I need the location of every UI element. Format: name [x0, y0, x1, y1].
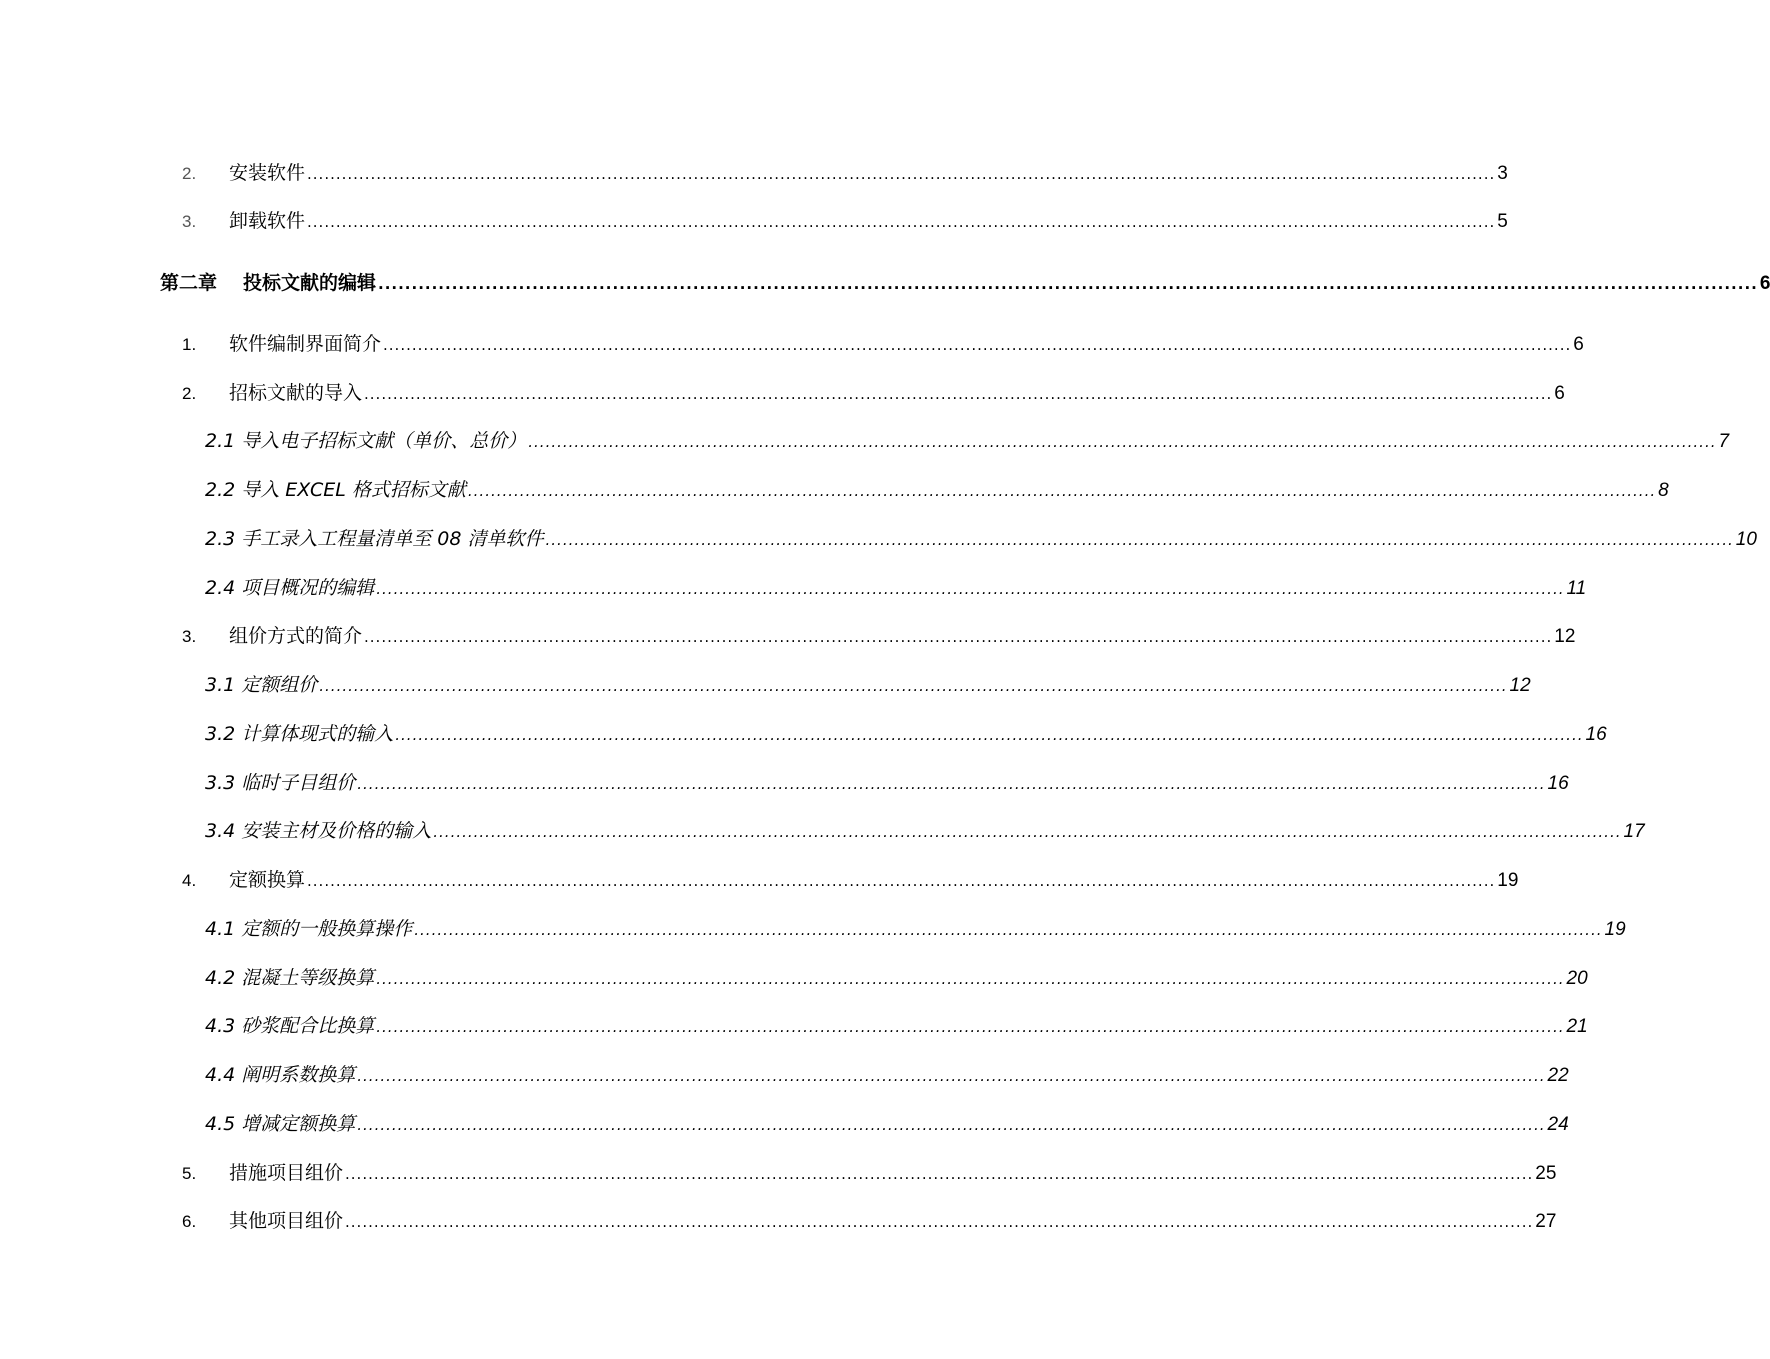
toc-entry-title: 4.3 砂浆配合比换算: [205, 1015, 375, 1037]
dot-leader: ..............................................................................................................................................................................................................: [364, 385, 1553, 403]
toc-entry-title: 卸载软件: [229, 210, 306, 232]
toc-entry-title: 其他项目组价: [229, 1210, 344, 1232]
dot-leader: ..............................................................................................................................................................................................................: [357, 775, 1546, 793]
toc-subentry[interactable]: [205, 478, 1669, 503]
toc-entry-page: 7: [1718, 431, 1730, 452]
toc-entry-page: 12: [1509, 675, 1531, 696]
toc-subentry[interactable]: [205, 966, 1588, 991]
chapter-number: 第二章: [160, 272, 218, 294]
toc-entry-number: 4.: [182, 871, 197, 890]
toc-entry-page: 8: [1658, 480, 1669, 501]
toc-chapter-2[interactable]: [160, 271, 1770, 296]
toc-entry-title: 4.4 阐明系数换算: [205, 1064, 356, 1086]
toc-entry-number: 6.: [182, 1212, 197, 1231]
dot-leader: ..............................................................................................................................................................................................................: [467, 482, 1657, 500]
dot-leader: ..............................................................................................................................................................................................................: [364, 628, 1553, 646]
toc-entry-title: 4.5 增减定额换算: [205, 1113, 356, 1135]
toc-entry[interactable]: [182, 332, 1584, 357]
toc-entry-page: 6: [1759, 273, 1770, 294]
toc-entry-title: 定额换算: [229, 869, 306, 891]
toc-entry-page: 11: [1566, 578, 1587, 599]
toc-entry-number: 3.: [182, 627, 197, 646]
toc-entry-title: 4.2 混凝土等级换算: [205, 967, 375, 989]
toc-entry-uninstall[interactable]: [182, 209, 1508, 234]
toc-subentry[interactable]: [205, 576, 1587, 601]
toc-entry-title: 4.1 定额的一般换算操作: [205, 918, 413, 940]
toc-entry-title: 组价方式的简介: [229, 625, 363, 647]
dot-leader: ..............................................................................................................................................................................................................: [307, 872, 1496, 890]
dot-leader: ..............................................................................................................................................................................................................: [378, 275, 1758, 293]
dot-leader: ..............................................................................................................................................................................................................: [319, 677, 1508, 695]
toc-entry-number: 3.: [182, 212, 197, 231]
dot-leader: ..............................................................................................................................................................................................................: [545, 531, 1734, 549]
dot-leader: ..............................................................................................................................................................................................................: [357, 1067, 1546, 1085]
toc-entry-page: 16: [1585, 724, 1607, 745]
toc-subentry[interactable]: [205, 1112, 1569, 1137]
toc-entry-number: 2.: [182, 164, 197, 183]
toc-entry-page: 22: [1547, 1065, 1569, 1086]
toc-entry-page: 19: [1497, 870, 1519, 891]
toc-entry-title: 3.1 定额组价: [205, 674, 318, 696]
toc-entry-page: 6: [1554, 383, 1565, 404]
toc-entry-page: 21: [1566, 1016, 1588, 1037]
toc-subentry[interactable]: [205, 771, 1569, 796]
toc-entry-page: 20: [1566, 968, 1588, 989]
dot-leader: ..............................................................................................................................................................................................................: [395, 726, 1584, 744]
dot-leader: ..............................................................................................................................................................................................................: [357, 1116, 1546, 1134]
toc-entry-number: 1.: [182, 335, 197, 354]
toc-entry-title: 招标文献的导入: [229, 382, 363, 404]
dot-leader: ..............................................................................................................................................................................................................: [376, 1018, 1565, 1036]
toc-entry-title: 2.3 手工录入工程量清单至 08 清单软件: [205, 528, 544, 550]
dot-leader: ..............................................................................................................................................................................................................: [345, 1213, 1534, 1231]
toc-entry-page: 17: [1623, 821, 1645, 842]
toc-entry-page: 16: [1547, 773, 1569, 794]
toc-entry-page: 10: [1735, 529, 1757, 550]
toc-subentry[interactable]: [205, 722, 1607, 747]
toc-entry-title: 3.3 临时子目组价: [205, 772, 356, 794]
toc-subentry[interactable]: [205, 527, 1757, 552]
toc-entry-page: 24: [1547, 1114, 1569, 1135]
toc-subentry[interactable]: [205, 1063, 1569, 1088]
dot-leader: ..............................................................................................................................................................................................................: [307, 213, 1496, 231]
toc-entry[interactable]: [182, 868, 1519, 893]
dot-leader: ..............................................................................................................................................................................................................: [307, 165, 1496, 183]
dot-leader: ..............................................................................................................................................................................................................: [345, 1165, 1534, 1183]
toc-entry[interactable]: [182, 1161, 1557, 1186]
dot-leader: ..............................................................................................................................................................................................................: [383, 336, 1572, 354]
toc-entry-page: 27: [1535, 1211, 1557, 1232]
toc-entry-title: 安装软件: [229, 162, 306, 184]
toc-entry-title: 措施项目组价: [229, 1162, 344, 1184]
toc-entry-title: 2.2 导入 EXCEL 格式招标文献: [205, 479, 466, 501]
dot-leader: ..............................................................................................................................................................................................................: [433, 823, 1622, 841]
toc-subentry[interactable]: [205, 917, 1626, 942]
toc-entry-title: 软件编制界面简介: [229, 333, 382, 355]
toc-entry-page: 3: [1497, 163, 1508, 184]
toc-entry-page: 12: [1554, 626, 1576, 647]
toc-entry-page: 6: [1573, 334, 1584, 355]
toc-subentry[interactable]: [205, 819, 1645, 844]
chapter-title: 投标文献的编辑: [243, 272, 377, 294]
toc-entry-number: 2.: [182, 384, 197, 403]
toc-entry-title: 3.4 安装主材及价格的输入: [205, 820, 432, 842]
toc-entry-page: 19: [1604, 919, 1626, 940]
toc-entry[interactable]: [182, 381, 1565, 406]
toc-entry[interactable]: [182, 1209, 1557, 1234]
toc-entry-page: 25: [1535, 1163, 1557, 1184]
dot-leader: ..............................................................................................................................................................................................................: [376, 580, 1565, 598]
toc-entry-title: 3.2 计算体现式的输入: [205, 723, 394, 745]
toc-entry-page: 5: [1497, 211, 1508, 232]
toc-subentry[interactable]: [205, 1014, 1588, 1039]
toc-entry-number: 5.: [182, 1164, 197, 1183]
toc-entry[interactable]: [182, 624, 1576, 649]
toc-entry-install[interactable]: [182, 161, 1508, 186]
toc-entry-title: 2.4 项目概况的编辑: [205, 577, 375, 599]
dot-leader: ..............................................................................................................................................................................................................: [528, 433, 1717, 451]
toc-subentry[interactable]: [205, 673, 1531, 698]
dot-leader: ..............................................................................................................................................................................................................: [376, 970, 1565, 988]
toc-subentry[interactable]: [205, 429, 1730, 454]
toc-entry-title: 2.1 导入电子招标文献（单价、总价）: [205, 430, 527, 452]
dot-leader: ..............................................................................................................................................................................................................: [414, 921, 1603, 939]
